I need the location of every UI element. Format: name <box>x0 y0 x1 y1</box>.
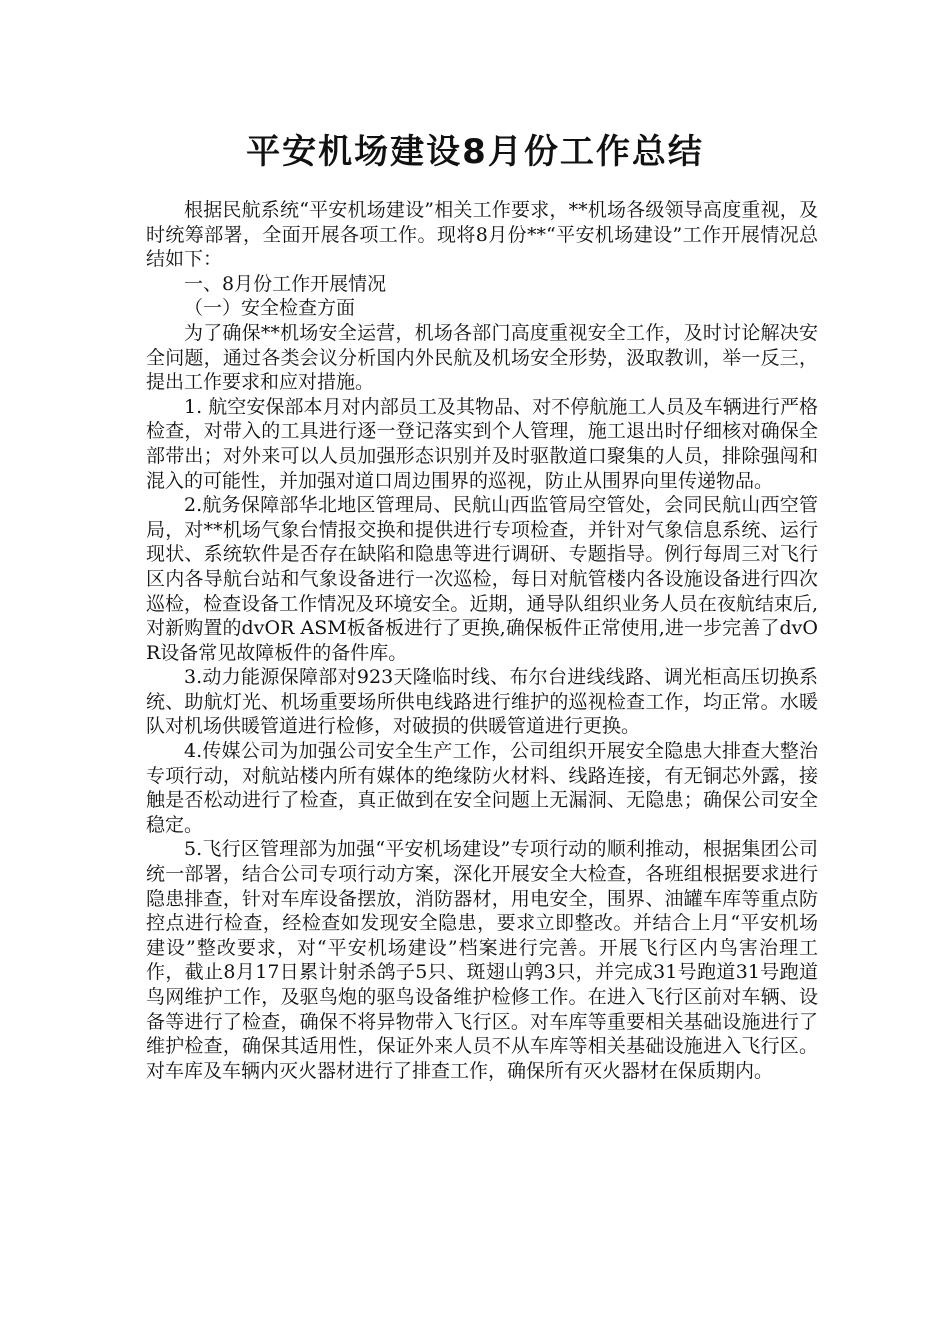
subsection-heading-safety-inspection: （一）安全检查方面 <box>184 297 356 320</box>
paragraph-item-4-media-company: 4.传媒公司为加强公司安全生产工作，公司组织开展安全隐患大排查大整治专项行动，对航站楼内所有媒体的绝缘防火材料、线路连接，有无铜芯外露，接触是否松动进行了检查，真正做到在安全问题上无漏洞、无隐患；确保公司安全稳定。 <box>146 740 818 836</box>
paragraph-safety-overview: 为了确保**机场安全运营，机场各部门高度重视安全工作，及时讨论解决安全问题，通过各类会议分析国内外民航及机场安全形势，汲取教训，举一反三，提出工作要求和应对措施。 <box>146 321 818 394</box>
document-body <box>146 198 818 1083</box>
paragraph-intro: 根据民航系统“平安机场建设”相关工作要求，**机场各级领导高度重视，及时统筹部署，全面开展各项工作。现将8月份**“平安机场建设”工作开展情况总结如下： <box>146 199 818 271</box>
document-title: 平安机场建设8月份工作总结 <box>246 132 704 172</box>
section-heading-1: 一、8月份工作开展情况 <box>184 272 387 295</box>
paragraph-item-3-power-energy: 3.动力能源保障部对923天隆临时线、布尔台进线线路、调光柜高压切换系统、助航灯光、机场重要场所供电线路进行维护的巡视检查工作，均正常。水暖队对机场供暖管道进行检修，对破损的供暖管道进行更换。 <box>146 666 818 738</box>
paragraph-item-5-airfield-management: 5.飞行区管理部为加强“平安机场建设”专项行动的顺利推动，根据集团公司统一部署，结合公司专项行动方案，深化开展安全大检查，各班组根据要求进行隐患排查，针对车库设备摆放，消防器材，用电安全，围界、油罐车库等重点防控点进行检查，经检查如发现安全隐患，要求立即整改。并结合上月“平安机场建设”整改要求，对“平安机场建设”档案进行完善。开展飞行区内鸟害治理工作，截止8月17日累计射杀鸽子5只、斑翅山鹑3只，并完成31号跑道31号跑道鸟网维护工作，及驱鸟炮的驱鸟设备维护检修工作。在进入飞行区前对车辆、设备等进行了检查，确保不将异物带入飞行区。对车库等重要相关基础设施进行了维护检查，确保其适用性，保证外来人员不从车库等相关基础设施进入飞行区。对车库及车辆内灭火器材进行了排查工作，确保所有灭火器材在保质期内。 <box>146 838 818 1082</box>
paragraph-item-1-aviation-security: 1. 航空安保部本月对内部员工及其物品、对不停航施工人员及车辆进行严格检查，对带入的工具进行逐一登记落实到个人管理，施工退出时仔细核对确保全部带出；对外来可以人员加强形态识别并及时驱散道口聚集的人员，排除强闯和混入的可能性，并加强对道口周边围界的巡视，防止从围界向里传递物品。 <box>146 395 818 492</box>
paragraph-item-2-flight-services: 2.航务保障部华北地区管理局、民航山西监管局空管处，会同民航山西空管局，对**机场气象台情报交换和提供进行专项检查，并针对气象信息系统、运行现状、系统软件是否存在缺陷和隐患等进行调研、专题指导。例行每周三对飞行区内各导航台站和气象设备进行一次巡检，每日对航管楼内各设施设备进行四次巡检，检查设备工作情况及环境安全。近期，通导队组织业务人员在夜航结束后,对新购置的dvOR ASM板备板进行了更换,确保板件正常使用,进一步完善了dvOR设备常见故障板件的备件库。 <box>146 494 818 664</box>
